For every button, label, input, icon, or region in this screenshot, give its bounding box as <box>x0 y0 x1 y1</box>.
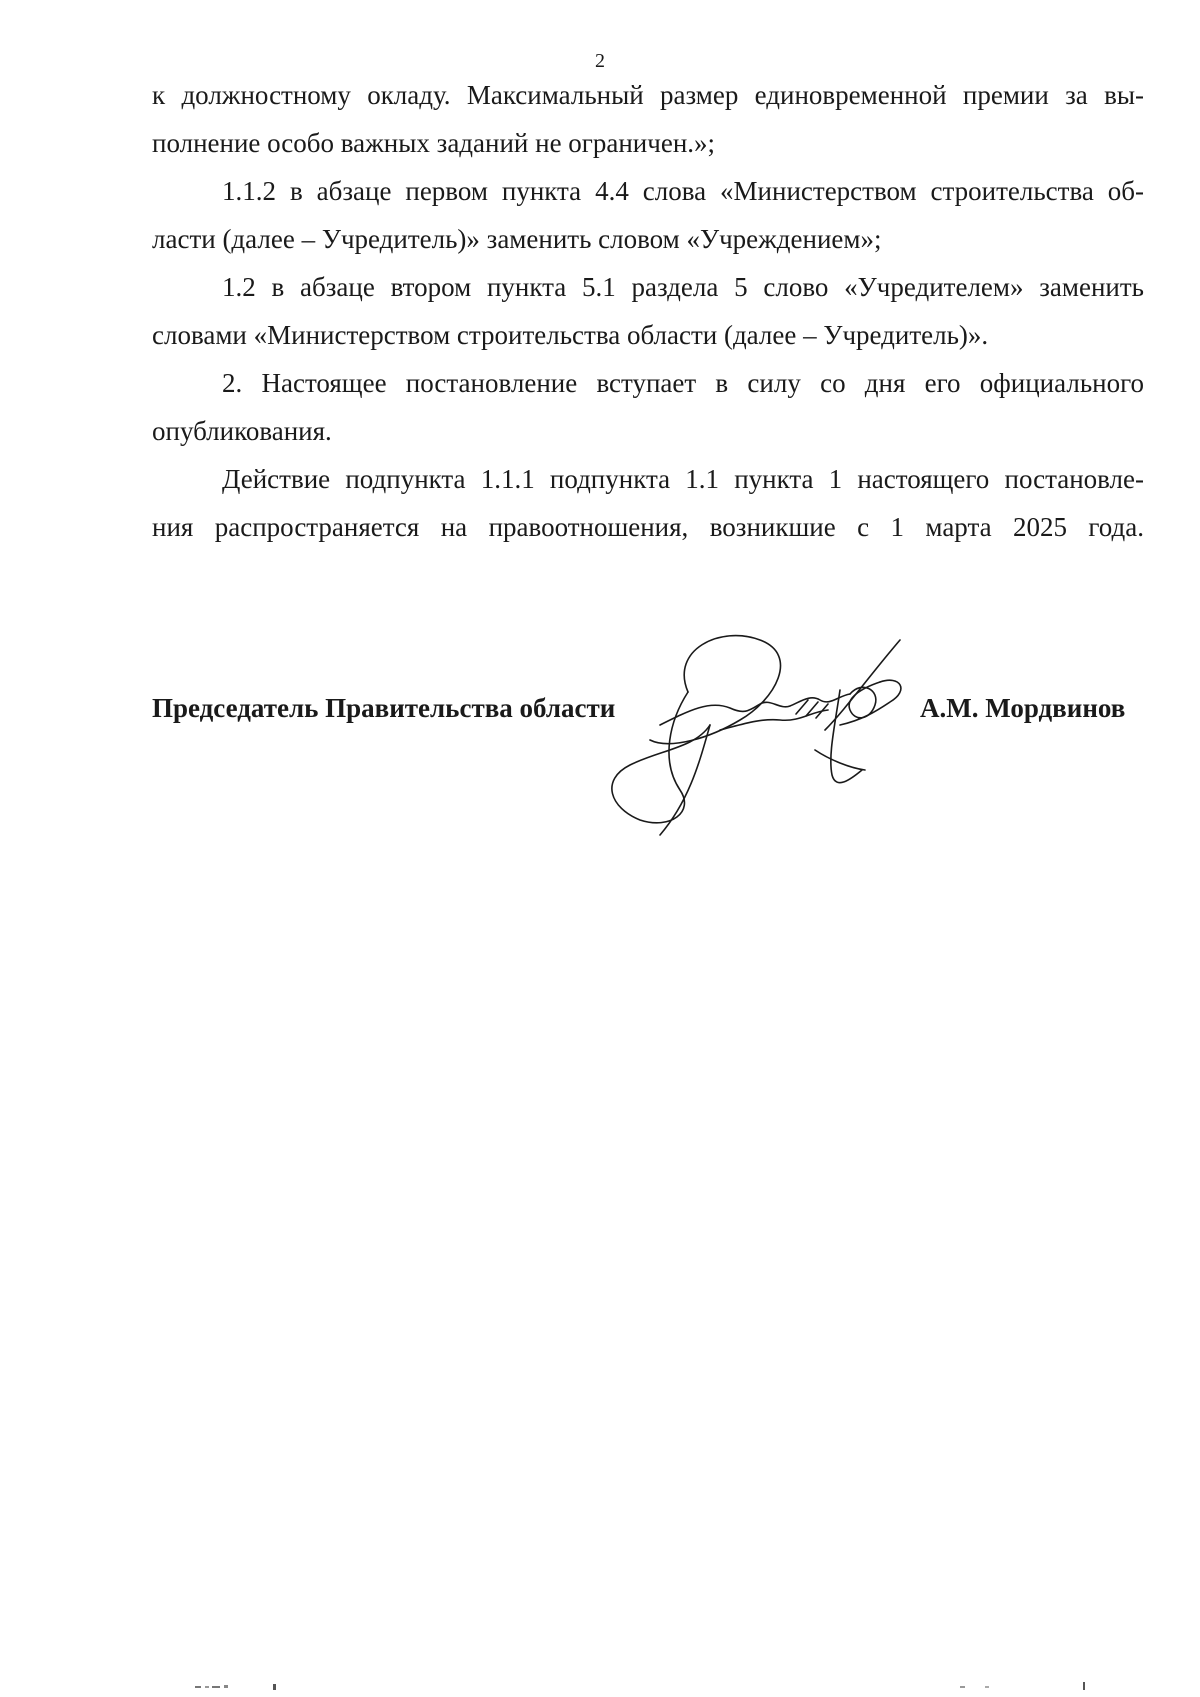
text-line: 1.1.2 в абзаце первом пункта 4.4 слова «Министерством строительства об- <box>222 176 1144 206</box>
text-line: полнение особо важных заданий не ограничен.»; <box>152 128 716 158</box>
signatory-name: А.М. Мордвинов <box>920 693 1126 723</box>
text-line: Действие подпункта 1.1.1 подпункта 1.1 пункта 1 настоящего постановле- <box>222 464 1144 494</box>
text-line: словами «Министерством строительства области (далее – Учредитель)». <box>152 320 989 350</box>
text-line: 1.2 в абзаце втором пункта 5.1 раздела 5 слово «Учредителем» заменить <box>222 272 1144 302</box>
text-line: ния распространяется на правоотношения, возникшие с 1 марта 2025 года. <box>152 512 1144 542</box>
handwritten-signature <box>600 630 960 840</box>
text-line: 2. Настоящее постановление вступает в силу со дня его официального <box>222 368 1144 398</box>
text-line: ласти (далее – Учредитель)» заменить словом «Учреждением»; <box>152 224 882 254</box>
text-line: опубликования. <box>152 416 332 446</box>
text-line: к должностному окладу. Максимальный размер единовременной премии за вы- <box>152 80 1144 110</box>
signatory-title: Председатель Правительства области <box>152 693 616 723</box>
scan-edge-marks <box>0 1680 1200 1697</box>
page-number: 2 <box>595 50 605 72</box>
